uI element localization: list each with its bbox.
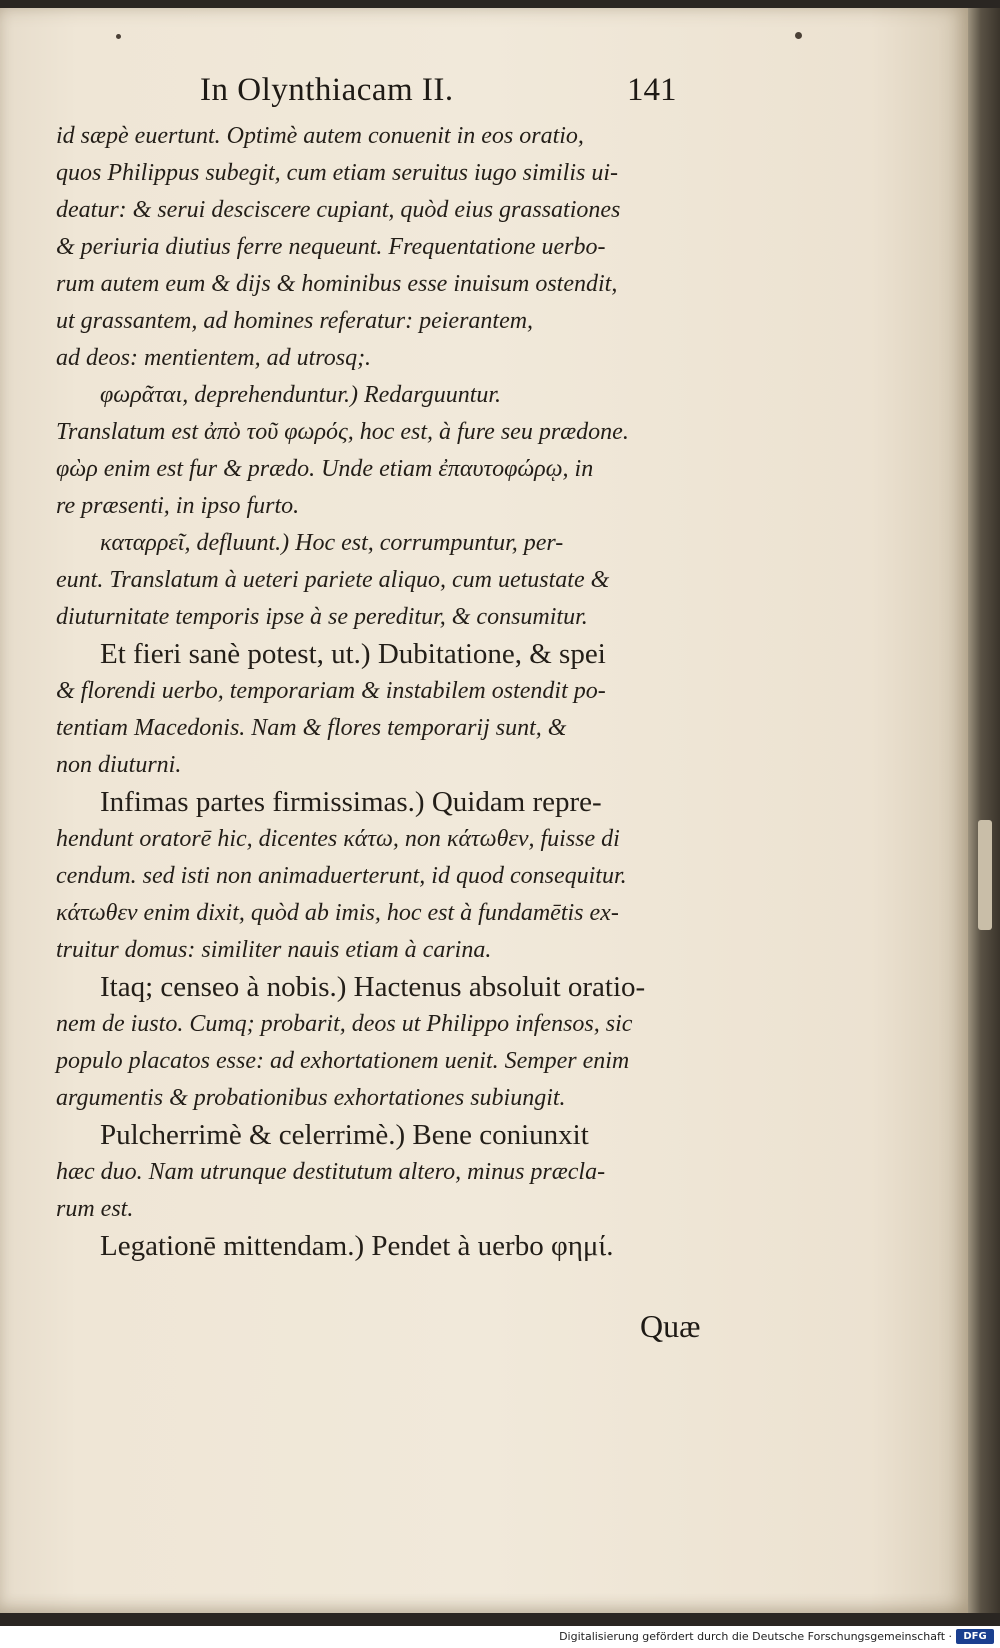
lemma-line: Pulcherrimè & celerrimè.) Bene coniunxit	[100, 1119, 589, 1151]
lemma-line: Et fieri sanè potest, ut.) Dubitatione, & spei	[100, 638, 606, 670]
text-line: argumentis & probationibus exhortationes subiungit.	[56, 1085, 566, 1111]
text-line: κάτωθεν enim dixit, quòd ab imis, hoc est à fundamētis ex-	[56, 900, 619, 926]
lemma-line: Infimas partes firmissimas.) Quidam repre-	[100, 786, 602, 818]
text-line: id sæpè euertunt. Optimè autem conuenit in eos oratio,	[56, 123, 584, 149]
commentary-text	[56, 118, 736, 1265]
text-line: ut grassantem, ad homines referatur: peierantem,	[56, 308, 534, 334]
text-line: tentiam Macedonis. Nam & flores temporarij sunt, &	[56, 715, 567, 741]
text-line: rum autem eum & dijs & hominibus esse inuisum ostendit,	[56, 271, 618, 297]
lemma-line: φωρᾶται, deprehenduntur.) Redarguuntur.	[100, 382, 502, 408]
text-line: quos Philippus subegit, cum etiam seruitus iugo similis ui-	[56, 160, 618, 186]
text-line: rum est.	[56, 1196, 134, 1222]
catchword: Quæ	[640, 1308, 701, 1344]
text-line: cendum. sed isti non animaduerterunt, id quod consequitur.	[56, 863, 627, 889]
lemma-line: Itaq; censeo à nobis.) Hactenus absoluit oratio-	[100, 971, 646, 1003]
text-line: φὼρ enim est fur & prædo. Unde etiam ἐπαυτοφώρῳ, in	[56, 456, 594, 482]
text-line: ad deos: mentientem, ad utrosq;.	[56, 345, 372, 371]
text-line: truitur domus: similiter nauis etiam à carina.	[56, 937, 492, 963]
text-line: re præsenti, in ipso furto.	[56, 493, 300, 519]
lemma-line: καταρρεῖ, defluunt.) Hoc est, corrumpuntur, per-	[100, 530, 564, 556]
text-line: diuturnitate temporis ipse à se pereditur, & consumitur.	[56, 604, 588, 630]
running-head: In Olynthiacam II.	[200, 72, 454, 108]
page-edge	[968, 8, 1000, 1613]
lemma-line: Legationē mittendam.) Pendet à uerbo φημί.	[100, 1230, 614, 1262]
dfg-logo: DFG	[956, 1629, 994, 1644]
ink-spot	[116, 34, 121, 39]
text-line: & periuria diutius ferre nequeunt. Frequentatione uerbo-	[56, 234, 606, 260]
text-line: deatur: & serui desciscere cupiant, quòd eius grassationes	[56, 197, 621, 223]
text-line: Translatum est ἀπὸ τοῦ φωρός, hoc est, à fure seu prædone.	[56, 419, 629, 445]
text-line: populo placatos esse: ad exhortationem uenit. Semper enim	[56, 1048, 630, 1074]
page-number: 141	[627, 72, 677, 108]
funding-credit: Digitalisierung gefördert durch die Deutsche Forschungsgemeinschaft ·	[559, 1630, 952, 1643]
text-line: non diuturni.	[56, 752, 182, 778]
text-line: nem de iusto. Cumq; probarit, deos ut Philippo infensos, sic	[56, 1011, 633, 1037]
page-edge-tab	[978, 820, 992, 930]
text-line: hæc duo. Nam utrunque destitutum altero, minus præcla-	[56, 1159, 606, 1185]
text-line: hendunt oratorē hic, dicentes κάτω, non κάτωθεν, fuisse di	[56, 826, 620, 852]
footer-bar	[0, 1626, 1000, 1648]
ink-spot	[795, 32, 802, 39]
text-line: eunt. Translatum à ueteri pariete aliquo, cum uetustate &	[56, 567, 610, 593]
text-line: & florendi uerbo, temporariam & instabilem ostendit po-	[56, 678, 606, 704]
